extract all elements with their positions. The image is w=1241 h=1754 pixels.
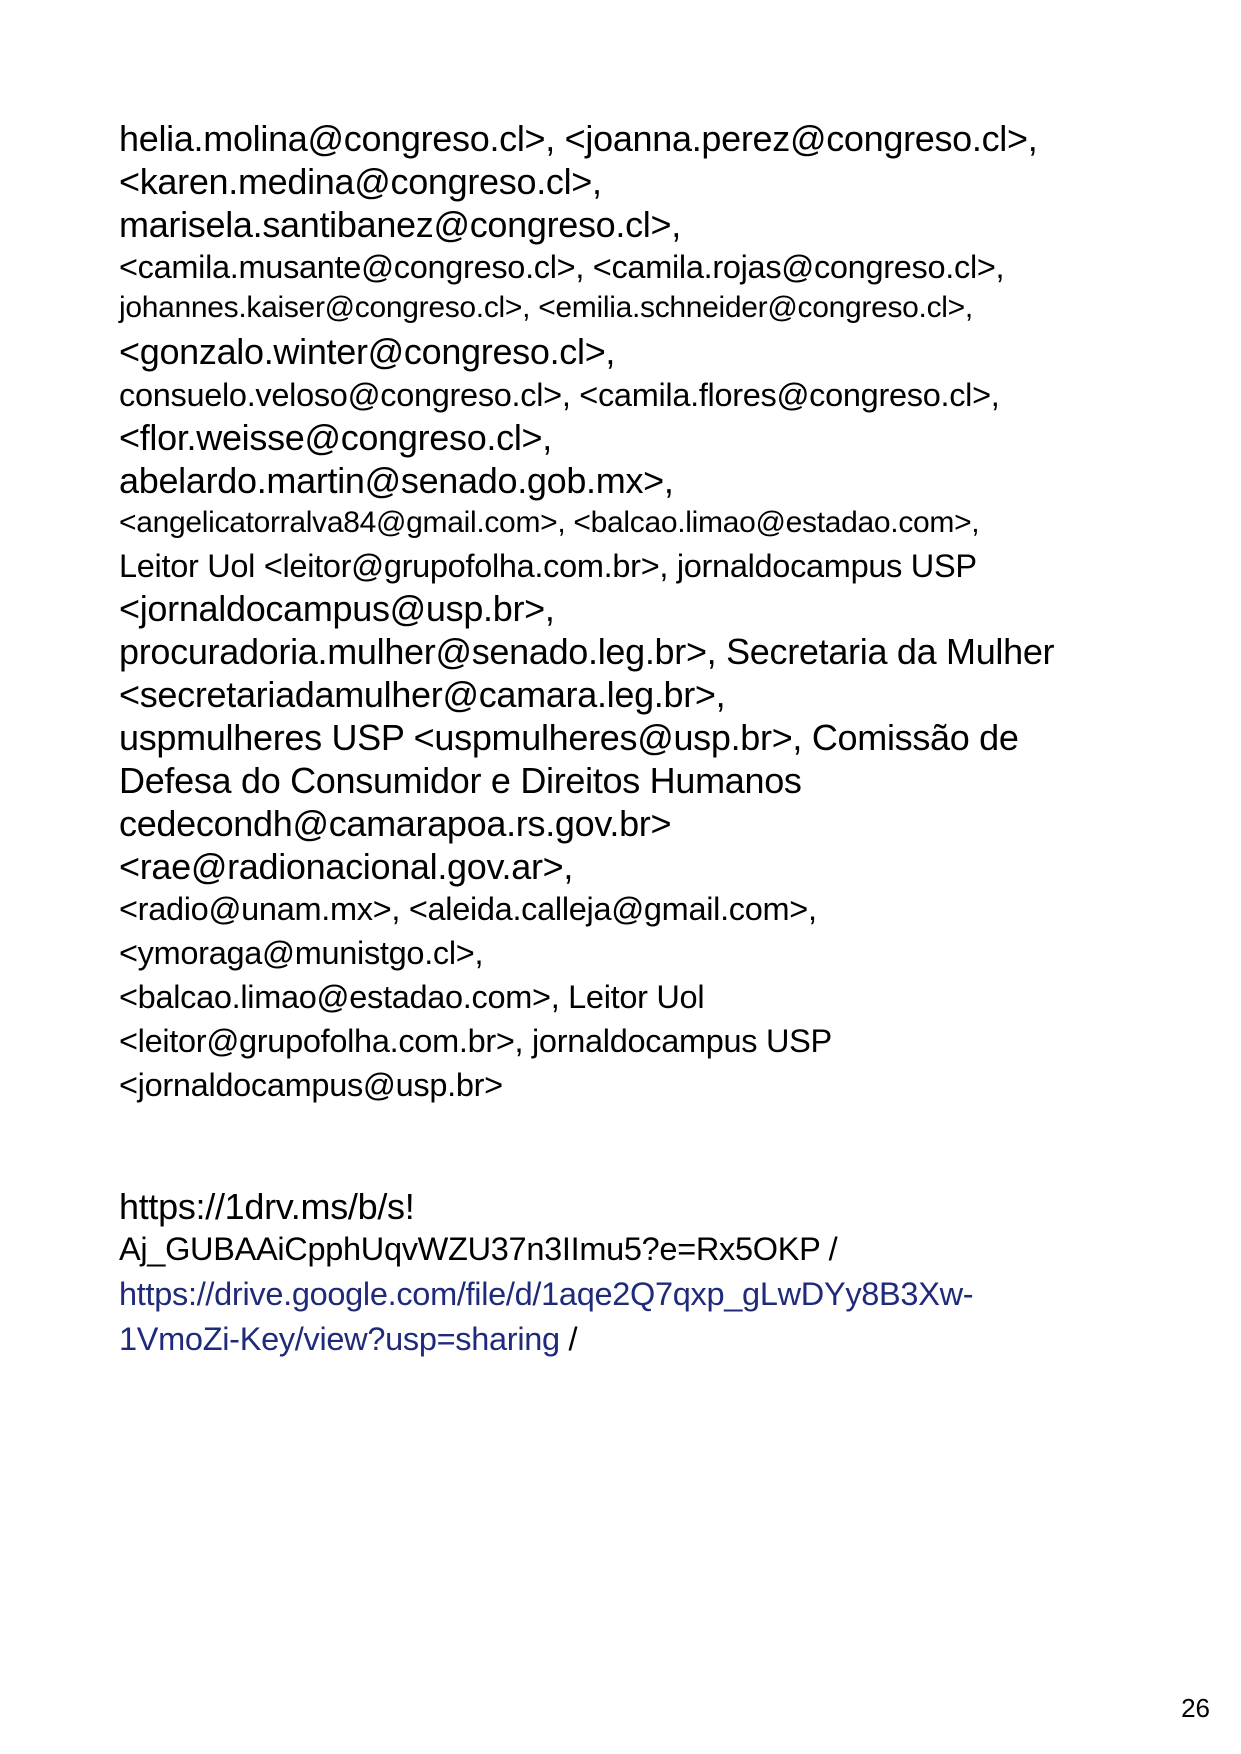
gdrive-link[interactable]: https://drive.google.com/file/d/1aqe2Q7qxp_gLwDYy8B3Xw- xyxy=(119,1276,974,1312)
link-separator: / xyxy=(559,1321,578,1357)
email-line: uspmulheres USP <uspmulheres@usp.br>, Comissão de xyxy=(119,717,1019,758)
email-line: Defesa do Consumidor e Direitos Humanos xyxy=(119,760,802,801)
onedrive-link-line-2: Aj_GUBAAiCpphUqvWZU37n3IImu5?e=Rx5OKP / xyxy=(119,1231,838,1267)
email-line: cedecondh@camarapoa.rs.gov.br> xyxy=(119,803,672,844)
email-line: consuelo.veloso@congreso.cl>, <camila.flores@congreso.cl>, xyxy=(119,377,1000,413)
email-line: <ymoraga@munistgo.cl>, xyxy=(119,935,484,971)
email-line: <leitor@grupofolha.com.br>, jornaldocampus USP xyxy=(119,1023,832,1059)
email-line: <karen.medina@congreso.cl>, xyxy=(119,161,602,202)
email-line: <radio@unam.mx>, <aleida.calleja@gmail.com>, xyxy=(119,891,817,927)
email-line: <secretariadamulher@camara.leg.br>, xyxy=(119,674,726,715)
email-line: <balcao.limao@estadao.com>, Leitor Uol xyxy=(119,979,705,1015)
email-line: helia.molina@congreso.cl>, <joanna.perez@congreso.cl>, xyxy=(119,118,1038,159)
gdrive-link-line-2 xyxy=(119,1321,577,1358)
email-line: Leitor Uol <leitor@grupofolha.com.br>, jornaldocampus USP xyxy=(119,548,977,584)
email-line: <rae@radionacional.gov.ar>, xyxy=(119,846,574,887)
email-line: <camila.musante@congreso.cl>, <camila.rojas@congreso.cl>, xyxy=(119,249,1005,285)
email-line: marisela.santibanez@congreso.cl>, xyxy=(119,204,681,245)
email-line: <jornaldocampus@usp.br>, xyxy=(119,588,555,629)
gdrive-link-continued[interactable]: 1VmoZi-Key/view?usp=sharing xyxy=(119,1321,560,1357)
onedrive-link-line-1: https://1drv.ms/b/s! xyxy=(119,1186,415,1227)
email-line: <angelicatorralva84@gmail.com>, <balcao.limao@estadao.com>, xyxy=(119,506,980,539)
email-line: <gonzalo.winter@congreso.cl>, xyxy=(119,331,616,372)
email-line: abelardo.martin@senado.gob.mx>, xyxy=(119,460,674,501)
email-line: johannes.kaiser@congreso.cl>, <emilia.schneider@congreso.cl>, xyxy=(119,291,973,324)
email-line: procuradoria.mulher@senado.leg.br>, Secretaria da Mulher xyxy=(119,631,1055,672)
gdrive-link-line-1 xyxy=(119,1276,973,1313)
email-line: <flor.weisse@congreso.cl>, xyxy=(119,417,552,458)
email-line: <jornaldocampus@usp.br> xyxy=(119,1067,503,1103)
page-number: 26 xyxy=(1181,1693,1210,1723)
